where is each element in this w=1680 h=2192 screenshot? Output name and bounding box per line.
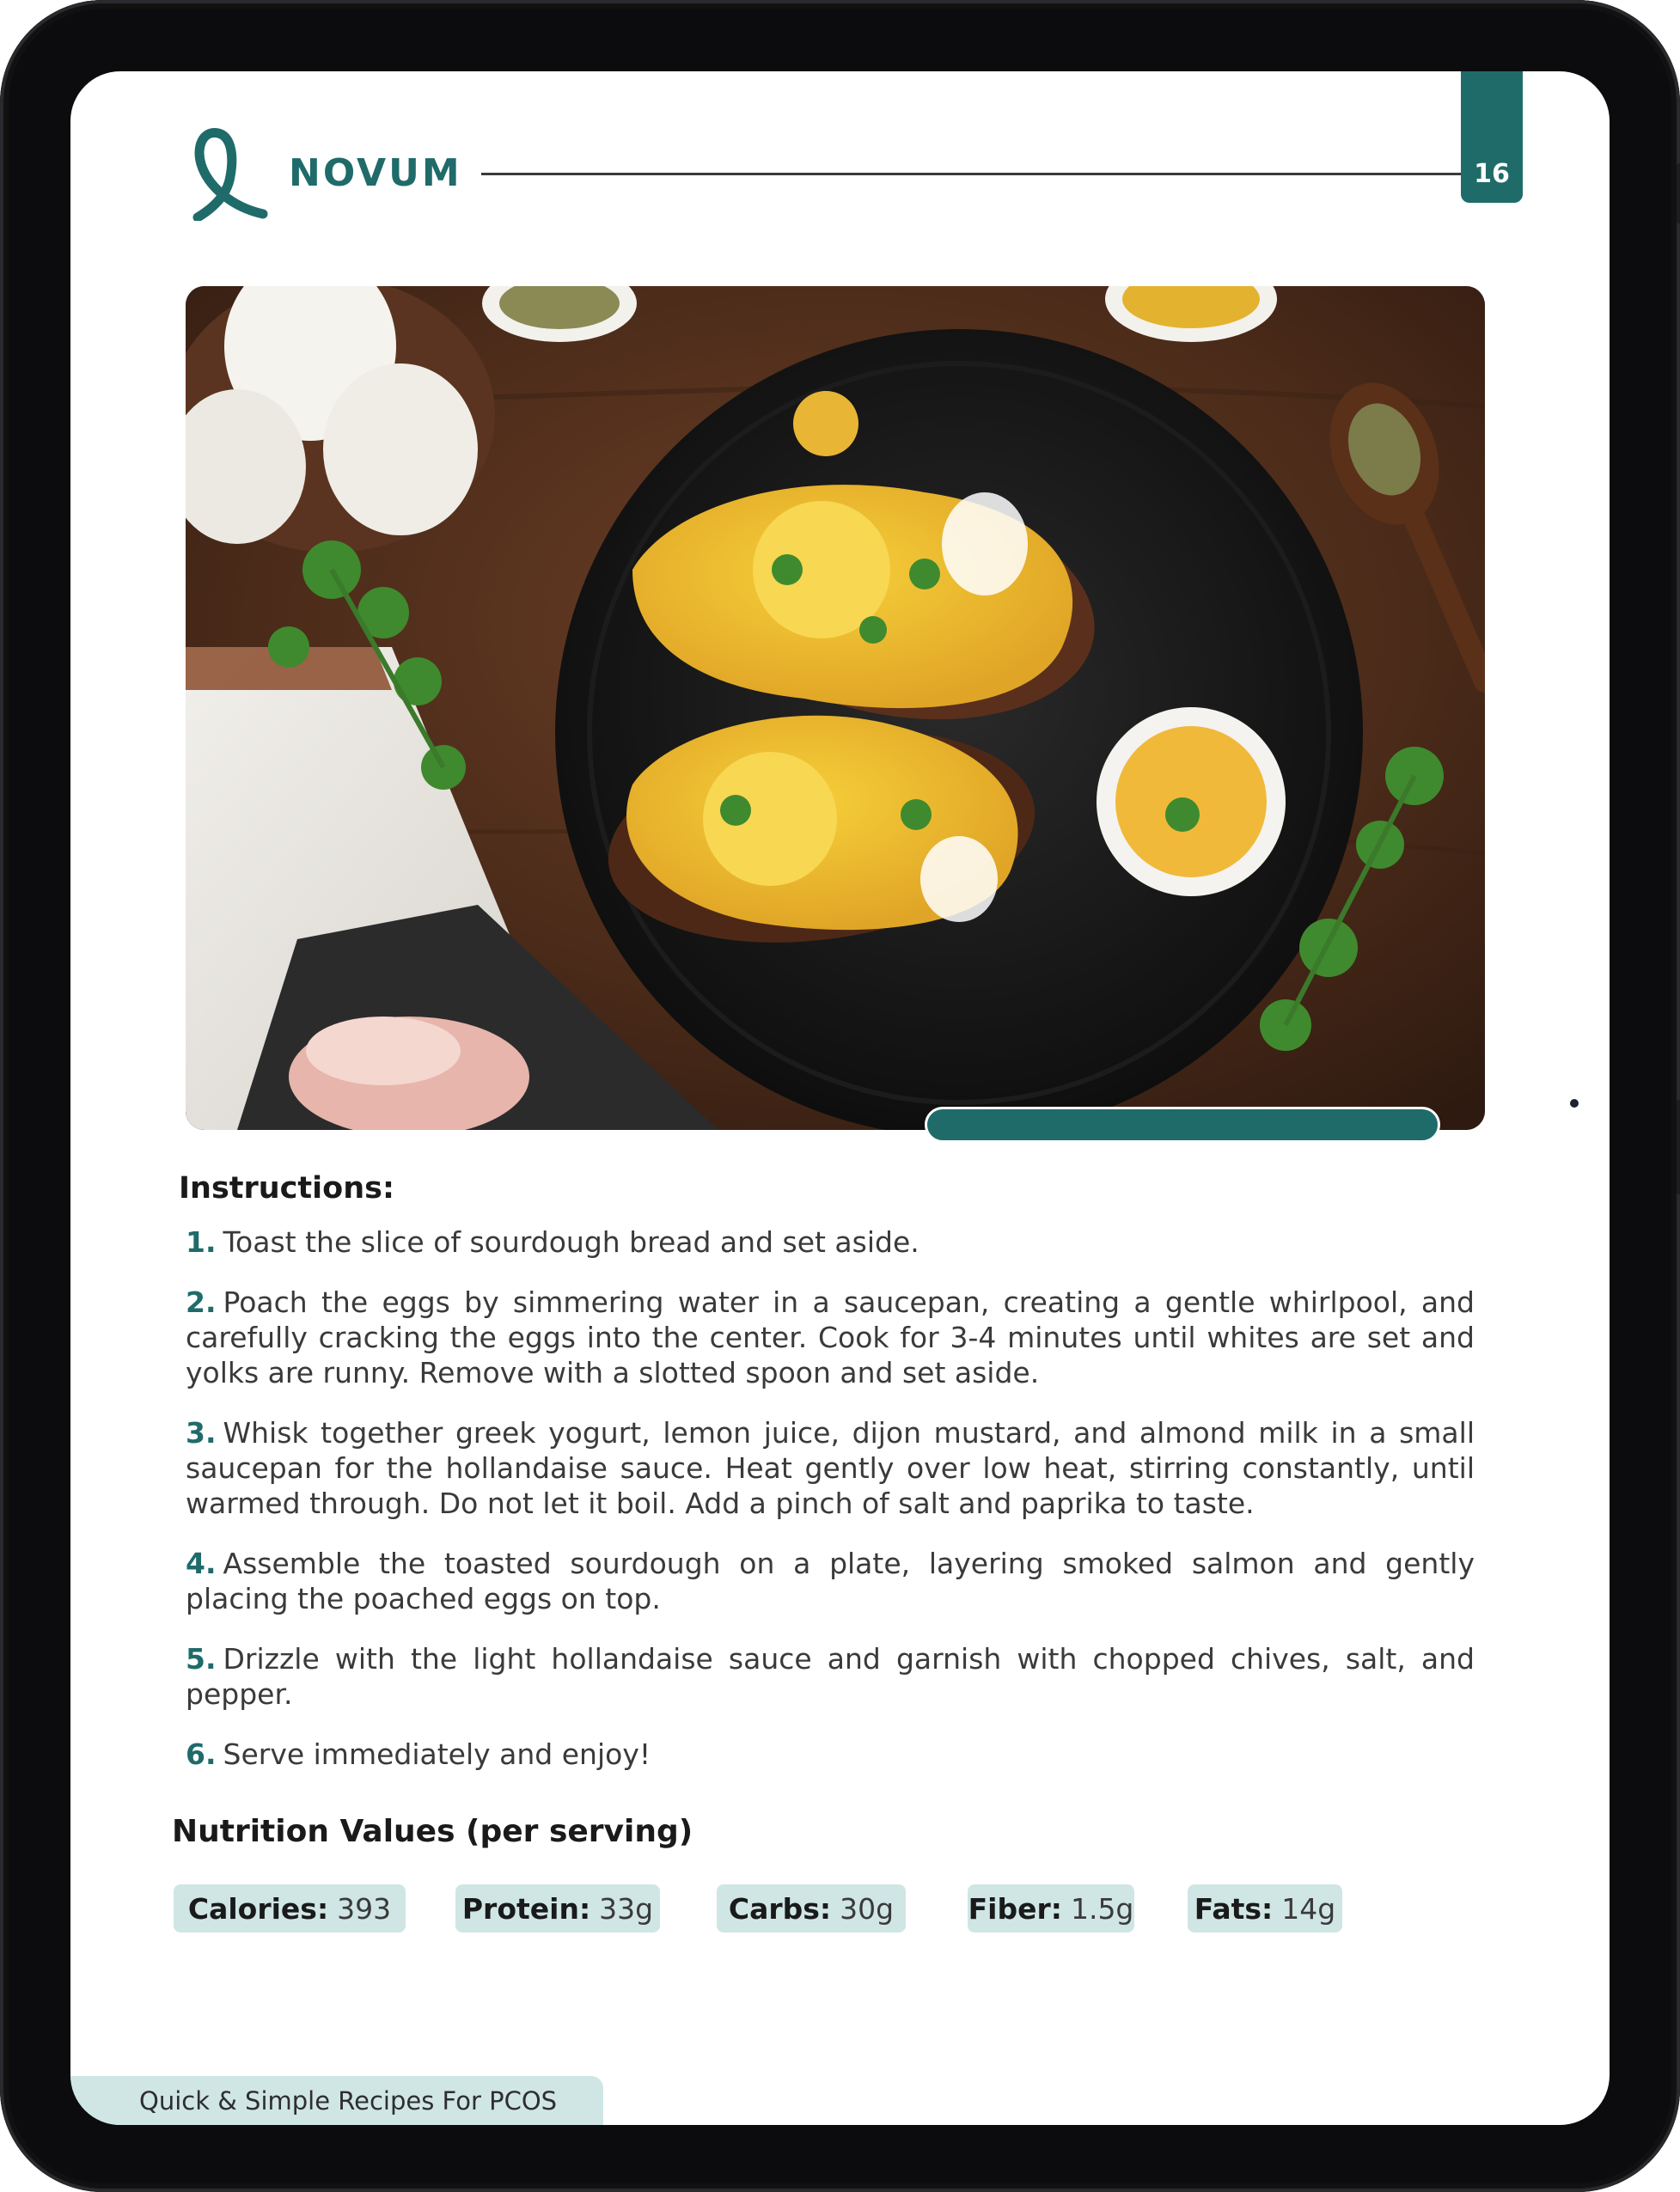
nutrition-value: 393	[337, 1891, 392, 1926]
instruction-step	[186, 1285, 1475, 1390]
nutrition-value: 14g	[1281, 1891, 1336, 1926]
nutrition-values	[174, 1884, 1463, 1933]
step-number: 3.	[186, 1416, 217, 1450]
nutrition-fiber	[968, 1884, 1134, 1933]
step-number: 2.	[186, 1285, 217, 1319]
instructions-heading: Instructions:	[179, 1171, 394, 1206]
side-button	[1677, 1100, 1680, 1194]
instruction-step	[186, 1546, 1475, 1616]
nutrition-label: Carbs:	[728, 1891, 832, 1926]
step-number: 1.	[186, 1225, 217, 1259]
ebook-page	[70, 71, 1610, 2125]
header-divider	[481, 173, 1469, 175]
step-number: 6.	[186, 1737, 217, 1771]
image-accent-bar	[925, 1107, 1440, 1143]
nutrition-heading: Nutrition Values (per serving)	[172, 1814, 693, 1849]
eggs-benedict-image	[186, 286, 1485, 1130]
instruction-step	[186, 1641, 1475, 1712]
step-text: Toast the slice of sourdough bread and set aside.	[223, 1225, 919, 1259]
step-text: Drizzle with the light hollandaise sauce and garnish with chopped chives, salt, and pepper.	[186, 1642, 1475, 1711]
brand-name: NOVUM	[289, 150, 462, 195]
book-title: Quick & Simple Recipes For PCOS	[139, 2085, 558, 2116]
nutrition-protein	[455, 1884, 660, 1933]
nutrition-label: Calories:	[187, 1891, 329, 1926]
novum-ribbon-icon	[180, 125, 273, 221]
step-number: 5.	[186, 1642, 217, 1676]
step-text: Whisk together greek yogurt, lemon juice, dijon mustard, and almond milk in a small saucepan for the hollandaise sauce. Heat gently over low heat, stirring constantly, until warmed through. Do not let it boil. Add a pinch of salt and paprika to taste.	[186, 1416, 1475, 1520]
nutrition-label: Fiber:	[968, 1891, 1062, 1926]
camera-dot	[1570, 1099, 1579, 1108]
nutrition-calories	[174, 1884, 406, 1933]
nutrition-value: 30g	[840, 1891, 895, 1926]
step-text: Assemble the toasted sourdough on a plate, layering smoked salmon and gently placing the poached eggs on top.	[186, 1547, 1475, 1615]
nutrition-value: 33g	[599, 1891, 654, 1926]
nutrition-carbs	[717, 1884, 906, 1933]
instruction-step	[186, 1737, 1475, 1772]
nutrition-value: 1.5g	[1070, 1891, 1134, 1926]
instruction-step	[186, 1415, 1475, 1521]
novum-logo	[180, 125, 462, 221]
step-number: 4.	[186, 1547, 217, 1580]
step-text: Poach the eggs by simmering water in a saucepan, creating a gentle whirlpool, and carefully cracking the eggs into the center. Cook for 3-4 minutes until whites are set and yolks are runny. Remove with a slotted spoon and set aside.	[186, 1285, 1475, 1389]
nutrition-label: Fats:	[1194, 1891, 1274, 1926]
book-title-footer	[70, 2076, 603, 2125]
nutrition-fats	[1188, 1884, 1342, 1933]
volume-button	[1677, 163, 1680, 223]
instruction-step	[186, 1224, 1475, 1260]
nutrition-label: Protein:	[461, 1891, 591, 1926]
page-number: 16	[1474, 159, 1510, 189]
page-number-tab	[1461, 71, 1523, 203]
step-text: Serve immediately and enjoy!	[223, 1737, 651, 1771]
recipe-photo	[186, 286, 1485, 1130]
instructions-list	[186, 1224, 1475, 1797]
